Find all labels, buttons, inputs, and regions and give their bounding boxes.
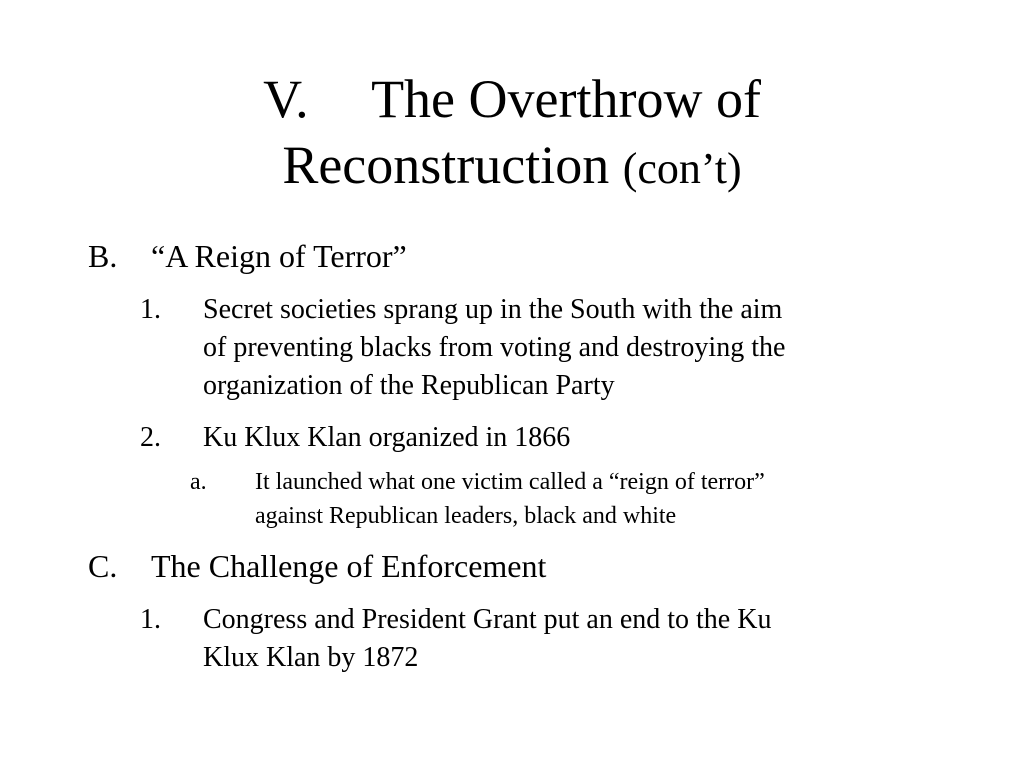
subpoint-line: against Republican leaders, black and white <box>255 503 677 529</box>
section-c <box>88 546 888 586</box>
section-b <box>88 236 888 276</box>
point-line: Congress and President Grant put an end to the Ku <box>203 604 772 635</box>
section-b-point-2-sub-a <box>190 465 950 535</box>
point-marker: 2. <box>140 422 161 453</box>
point-line: Ku Klux Klan organized in 1866 <box>203 422 571 453</box>
point-line: Secret societies sprang up in the South with the aim <box>203 294 783 325</box>
title-suffix: (con’t) <box>622 144 742 193</box>
section-c-marker: C. <box>88 548 118 584</box>
title-line-2 <box>0 132 1024 202</box>
title-text-2: Reconstruction <box>282 135 610 195</box>
subpoint-line: It launched what one victim called a “reign of terror” <box>255 469 765 495</box>
section-c-point-1 <box>140 600 940 680</box>
point-marker: 1. <box>140 604 161 635</box>
title-text-1: The Overthrow of <box>371 69 761 129</box>
title-number: V. <box>263 69 309 129</box>
point-marker: 1. <box>140 294 161 325</box>
point-line: organization of the Republican Party <box>203 370 615 401</box>
section-b-heading: “A Reign of Terror” <box>151 238 407 274</box>
section-c-heading: The Challenge of Enforcement <box>151 548 547 584</box>
section-b-point-2 <box>140 418 940 458</box>
title-line-1 <box>0 66 1024 132</box>
subpoint-marker: a. <box>190 469 207 495</box>
point-line: of preventing blacks from voting and destroying the <box>203 332 786 363</box>
slide-title <box>0 66 1024 202</box>
section-b-marker: B. <box>88 238 118 274</box>
section-b-point-1 <box>140 290 940 410</box>
point-line: Klux Klan by 1872 <box>203 642 419 673</box>
